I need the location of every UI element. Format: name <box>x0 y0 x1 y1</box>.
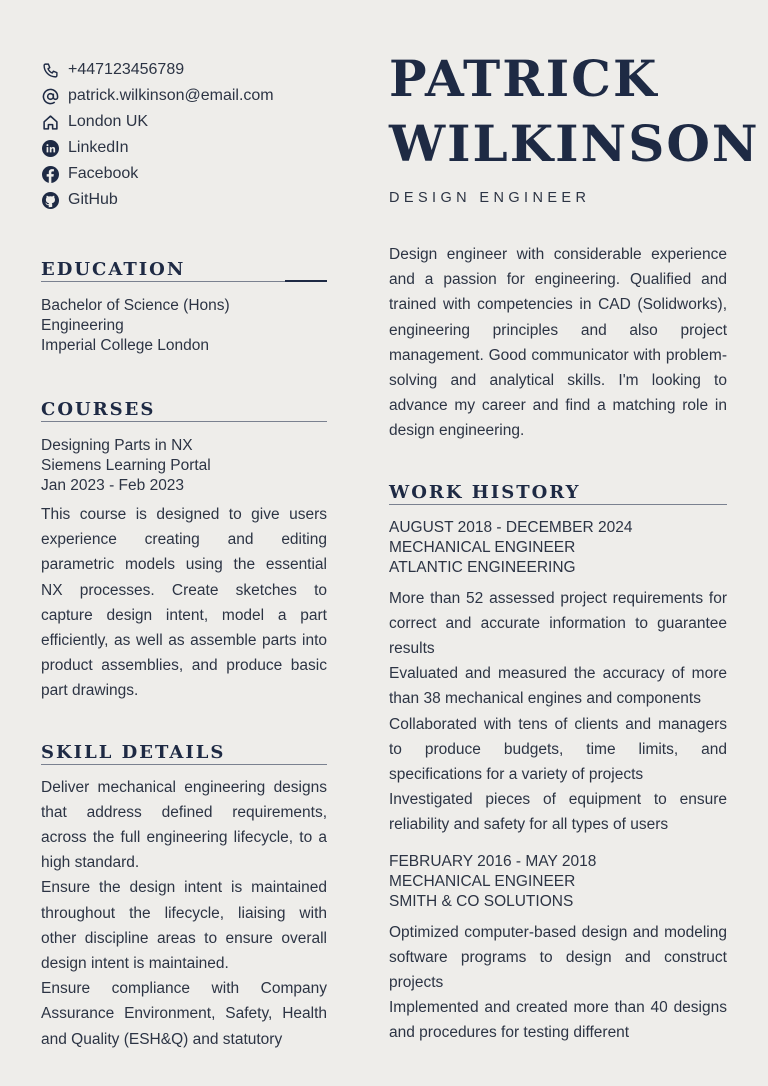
contact-email-text: patrick.wilkinson@email.com <box>68 87 274 104</box>
course-description: This course is designed to give users experience creating and editing parametric models using the essential NX processes. Create sketches to capture design intent, model a part efficiently, as well as assemble parts into product assemblies, and produce basic part drawings. <box>41 506 327 700</box>
contact-linkedin-text: LinkedIn <box>68 139 129 156</box>
contact-email[interactable] <box>41 83 327 109</box>
contact-location <box>41 109 327 135</box>
skill-item: Ensure compliance with Company Assurance Environment, Safety, Health and Quality (ESH&Q) and statutory <box>41 980 327 1048</box>
contact-phone-text: +447123456789 <box>68 61 185 78</box>
job-company: ATLANTIC ENGINEERING <box>389 558 576 576</box>
job-role: DESIGN ENGINEER <box>389 190 591 206</box>
skills-section <box>41 742 327 1052</box>
job-bullet: Collaborated with tens of clients and managers to produce budgets, time limits, and specifications for a variety of projects <box>389 715 727 784</box>
home-icon <box>41 113 59 131</box>
left-column <box>41 57 327 1052</box>
job-entry <box>389 852 727 1046</box>
contact-facebook[interactable] <box>41 161 327 187</box>
header <box>389 46 760 206</box>
job-company: SMITH & CO SOLUTIONS <box>389 892 574 910</box>
at-icon <box>41 87 59 105</box>
github-icon <box>41 191 59 209</box>
job-entry <box>389 518 727 838</box>
work-history-section <box>389 482 727 1046</box>
courses-section <box>41 399 327 704</box>
contact-facebook-text: Facebook <box>68 165 139 182</box>
contact-linkedin[interactable] <box>41 135 327 161</box>
first-name: PATRICK <box>389 49 659 108</box>
skill-item: Deliver mechanical engineering designs that address defined requirements, across the full engineering lifecycle, to a high standard. <box>41 778 327 872</box>
work-history-title: WORK HISTORY <box>389 482 727 505</box>
job-bullet: Optimized computer-based design and modeling software programs to design and construct projects <box>389 923 727 992</box>
education-section <box>41 259 327 356</box>
contact-location-text: London UK <box>68 113 149 130</box>
last-name: WILKINSON <box>389 114 760 173</box>
contact-list <box>41 57 327 213</box>
job-bullet: Investigated pieces of equipment to ensure reliability and safety for all types of users <box>389 791 727 834</box>
skill-item: Ensure the design intent is maintained throughout the lifecycle, liaising with other discipline areas to ensure overall design intent is maintained. <box>41 879 327 973</box>
linkedin-icon <box>41 139 59 157</box>
job-bullet: More than 52 assessed project requirements for correct and accurate information to guarantee results <box>389 589 727 658</box>
contact-github-text: GitHub <box>68 191 118 208</box>
course-name: Designing Parts in NX <box>41 437 193 454</box>
education-title: EDUCATION <box>41 259 327 282</box>
facebook-icon <box>41 165 59 183</box>
job-bullet: Implemented and created more than 40 designs and procedures for testing different <box>389 999 727 1042</box>
education-degree: Bachelor of Science (Hons) <box>41 297 230 314</box>
summary: Design engineer with considerable experience and a passion for engineering. Qualified and trained with competencies in CAD (Solidworks), engineering principles and also project management. Good communicator with problem-solving and analytical skills. I'm looking to advance my career and find a matching role in design engineering. <box>389 246 727 440</box>
education-school: Imperial College London <box>41 337 210 354</box>
contact-phone[interactable] <box>41 57 327 83</box>
course-dates: Jan 2023 - Feb 2023 <box>41 477 185 494</box>
job-dates: AUGUST 2018 - DECEMBER 2024 <box>389 518 633 536</box>
course-provider: Siemens Learning Portal <box>41 457 211 474</box>
job-bullet: Evaluated and measured the accuracy of more than 38 mechanical engines and components <box>389 665 727 708</box>
phone-icon <box>41 61 59 79</box>
skills-title: SKILL DETAILS <box>41 742 327 765</box>
right-column <box>389 46 760 1046</box>
job-position: MECHANICAL ENGINEER <box>389 872 576 890</box>
job-dates: FEBRUARY 2016 - MAY 2018 <box>389 852 597 870</box>
job-position: MECHANICAL ENGINEER <box>389 538 576 556</box>
education-field: Engineering <box>41 317 124 334</box>
courses-title: COURSES <box>41 399 327 422</box>
contact-github[interactable] <box>41 187 327 213</box>
